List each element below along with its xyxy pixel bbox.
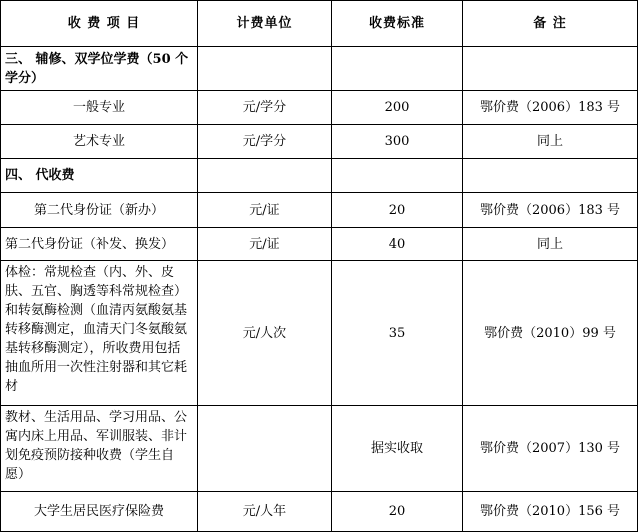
table-row: [1, 91, 638, 125]
row-item: 体检：常规检查（内、外、皮肤、五官、胸透等科常规检查）和转氨酶检测（血清丙氨酸氨基转移酶测定，血清天门冬氨酸氨基转移酶测定），所收费用包括抽血所用一次性注射器和其它耗材: [1, 261, 198, 406]
row-standard: 200: [332, 91, 463, 125]
row-note: [463, 47, 638, 91]
row-standard: [332, 47, 463, 91]
row-item: 一般专业: [1, 91, 198, 125]
row-item: 三、 辅修、双学位学费（50 个学分）: [1, 47, 198, 91]
row-item: 教材、生活用品、学习用品、公寓内床上用品、军训服装、非计划免疫预防接种收费（学生自愿）: [1, 406, 198, 492]
row-note: 同上: [463, 125, 638, 159]
row-standard: 40: [332, 228, 463, 261]
header-note: 备 注: [463, 1, 638, 47]
row-standard: 据实收取: [332, 406, 463, 492]
table-row: [1, 193, 638, 228]
table-row: [1, 406, 638, 492]
row-standard: 300: [332, 125, 463, 159]
row-item: 第二代身份证（补发、换发）: [1, 228, 198, 261]
row-item: 大学生居民医疗保险费: [1, 492, 198, 532]
header-standard: 收费标准: [332, 1, 463, 47]
row-note: 鄂价费（2010）99 号: [463, 261, 638, 406]
table-row: [1, 261, 638, 406]
row-unit: 元/人年: [198, 492, 332, 532]
row-item: 艺术专业: [1, 125, 198, 159]
row-item: 第二代身份证（新办）: [1, 193, 198, 228]
table-row: [1, 47, 638, 91]
header-unit: 计费单位: [198, 1, 332, 47]
row-standard: 35: [332, 261, 463, 406]
row-unit: 元/证: [198, 228, 332, 261]
row-note: [463, 159, 638, 193]
row-note: 鄂价费（2006）183 号: [463, 91, 638, 125]
table-row: [1, 228, 638, 261]
row-standard: 20: [332, 492, 463, 532]
header-item: 收 费 项 目: [1, 1, 198, 47]
row-note: 鄂价费（2010）156 号: [463, 492, 638, 532]
row-unit: 元/学分: [198, 91, 332, 125]
header-row: [1, 1, 638, 47]
row-note: 同上: [463, 228, 638, 261]
row-standard: 20: [332, 193, 463, 228]
row-note: 鄂价费（2007）130 号: [463, 406, 638, 492]
row-item: 四、 代收费: [1, 159, 198, 193]
row-unit: [198, 47, 332, 91]
table-row: [1, 159, 638, 193]
table-row: [1, 492, 638, 532]
row-unit: [198, 159, 332, 193]
row-unit: [198, 406, 332, 492]
row-note: 鄂价费（2006）183 号: [463, 193, 638, 228]
row-unit: 元/证: [198, 193, 332, 228]
row-unit: 元/人次: [198, 261, 332, 406]
row-standard: [332, 159, 463, 193]
row-unit: 元/学分: [198, 125, 332, 159]
table-row: [1, 125, 638, 159]
